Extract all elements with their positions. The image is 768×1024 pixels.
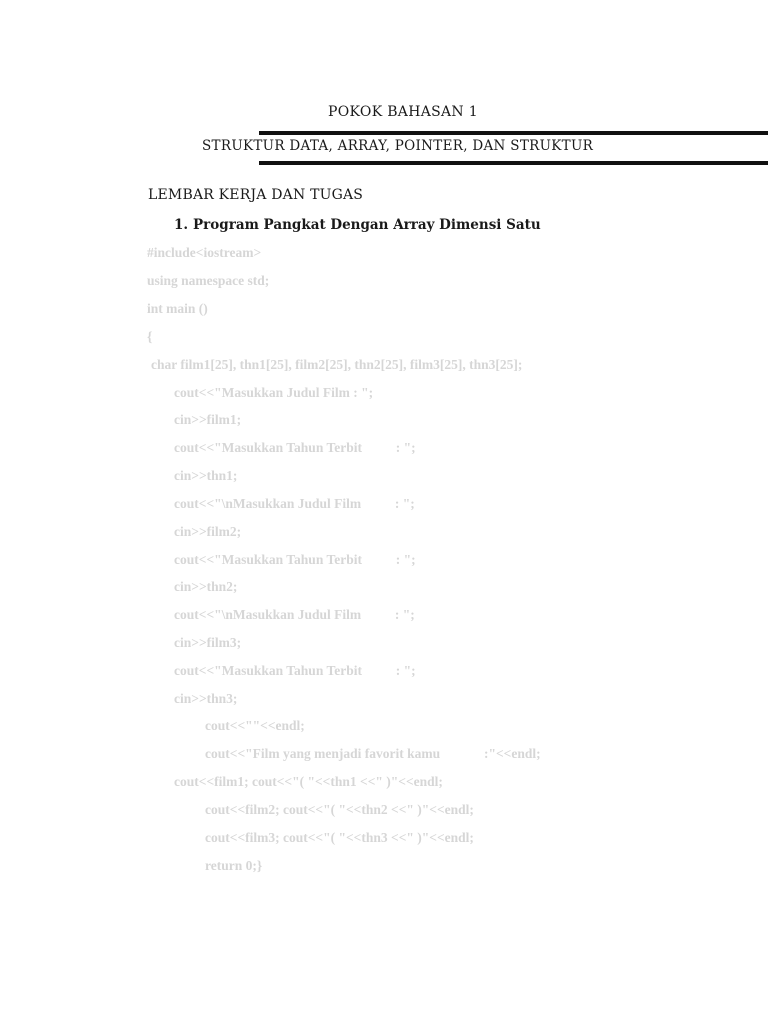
code-line: cin>>film2; (174, 524, 242, 539)
code-line: cout<<"\nMasukkan Judul Film : "; (174, 607, 415, 622)
code-line: int main () (147, 301, 208, 316)
code-line: cout<<film3; cout<<"( "<<thn3 <<" )"<<endl; (205, 830, 474, 845)
code-line: #include<iostream> (147, 245, 262, 260)
numbered-item (174, 217, 541, 233)
code-line: cin>>thn3; (174, 691, 238, 706)
code-line: cout<<film2; cout<<"( "<<thn2 <<" )"<<endl; (205, 802, 474, 817)
bottom-rule-divider (259, 161, 768, 165)
code-line: cin>>film3; (174, 635, 242, 650)
code-line: cin>>film1; (174, 412, 242, 427)
item-number: 1. (174, 217, 189, 233)
code-line: cout<<"\nMasukkan Judul Film : "; (174, 496, 415, 511)
item-title: Program Pangkat Dengan Array Dimensi Satu (193, 217, 541, 233)
code-line: cout<<""<<endl; (205, 718, 305, 733)
code-line: { (147, 329, 153, 344)
code-line: cout<<"Masukkan Tahun Terbit : "; (174, 663, 416, 678)
code-line: cin>>thn2; (174, 579, 238, 594)
code-line: cout<<"Masukkan Tahun Terbit : "; (174, 440, 416, 455)
code-line: cin>>thn1; (174, 468, 238, 483)
section-heading: LEMBAR KERJA DAN TUGAS (148, 187, 364, 203)
top-rule-divider (259, 131, 768, 135)
code-line: char film1[25], thn1[25], film2[25], thn2[25], film3[25], thn3[25]; (151, 357, 523, 372)
code-line: cout<<film1; cout<<"( "<<thn1 <<" )"<<endl; (174, 774, 443, 789)
code-line: cout<<"Masukkan Judul Film : "; (174, 385, 374, 400)
code-line: cout<<"Film yang menjadi favorit kamu :"<<endl; (205, 746, 541, 761)
code-line: cout<<"Masukkan Tahun Terbit : "; (174, 552, 416, 567)
code-line: using namespace std; (147, 273, 270, 288)
page-subtitle: STRUKTUR DATA, ARRAY, POINTER, DAN STRUKTUR (202, 138, 594, 154)
page-title: POKOK BAHASAN 1 (328, 104, 478, 120)
code-line: return 0;} (205, 858, 263, 873)
